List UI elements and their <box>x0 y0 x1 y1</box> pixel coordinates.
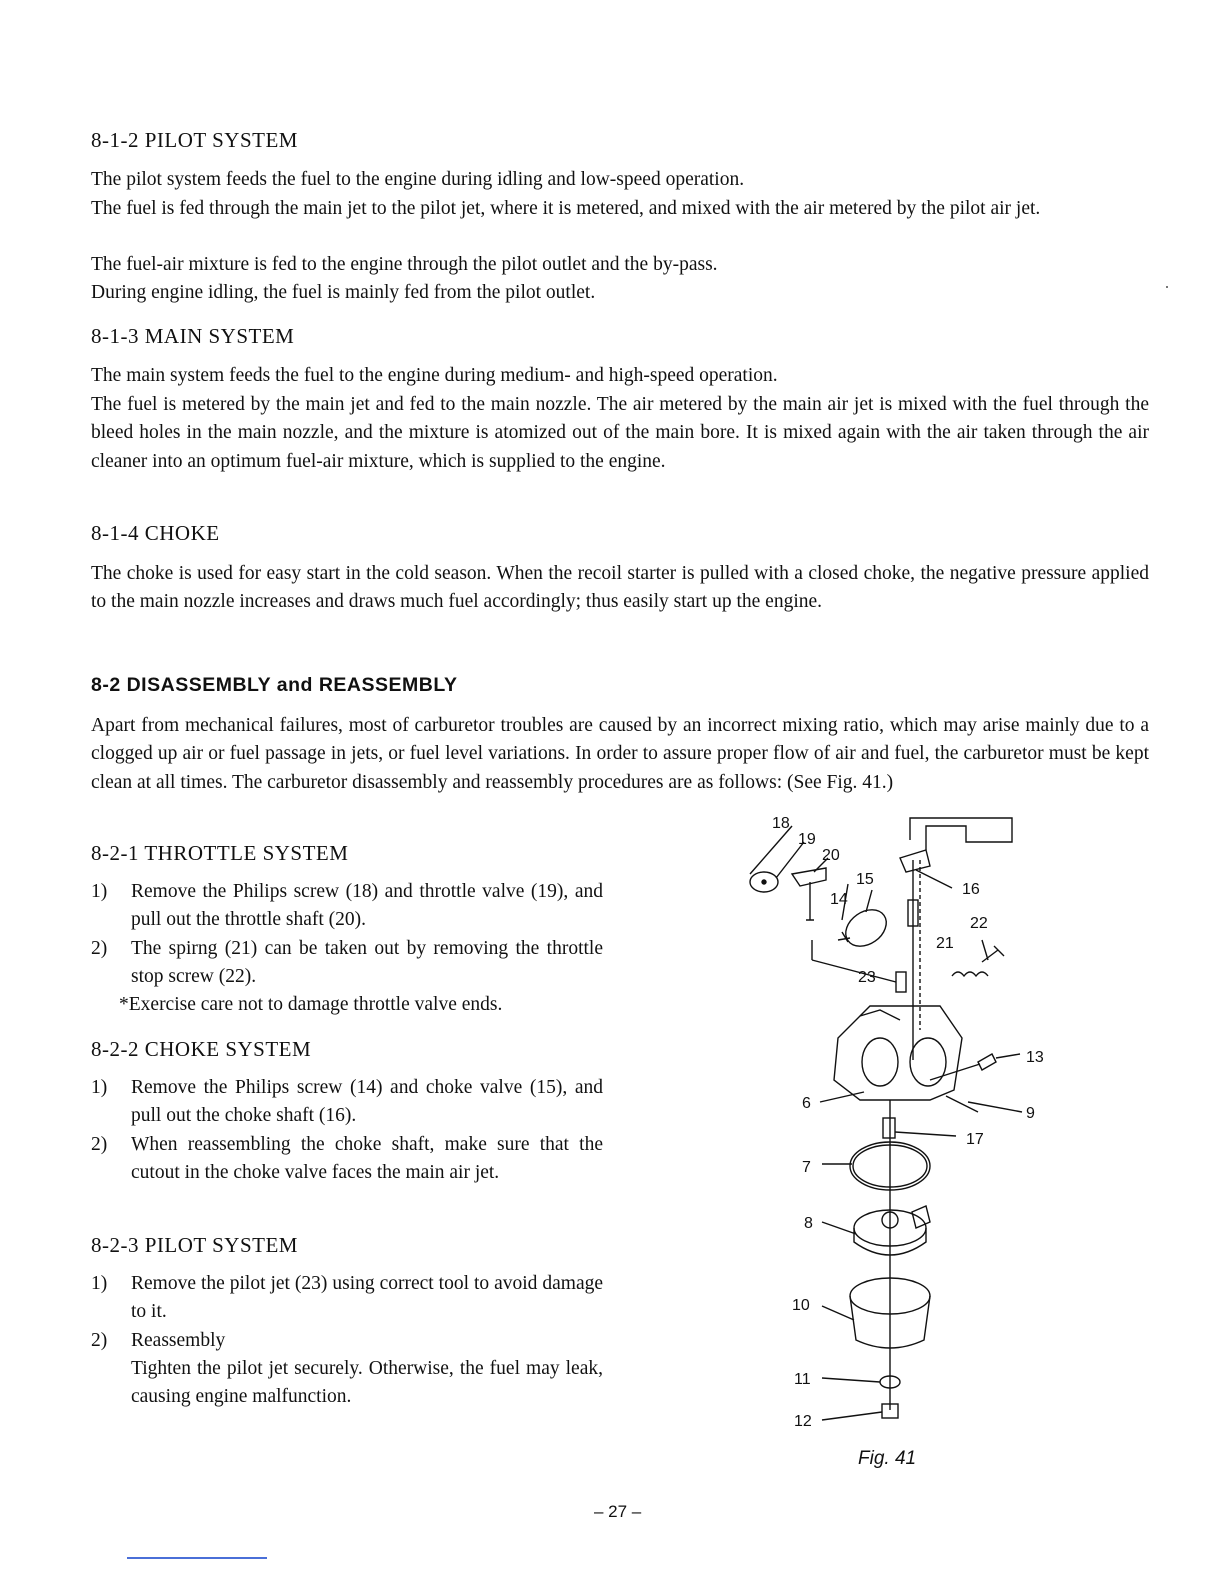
choke-p1: The choke is used for easy start in the cold season. When the recoil starter is pulled with a closed choke, the negative pressure applied to the main nozzle increases and draws much fuel accordingly; thus easily start up the engine. <box>91 563 1149 613</box>
choke-system-section <box>91 1037 603 1187</box>
heading-8-1-3: 8-1-3 MAIN SYSTEM <box>91 324 295 348</box>
page-number: – 27 – <box>594 1502 642 1521</box>
list-item: 2) Reassembly Tighten the pilot jet securely. Otherwise, the fuel may leak, causing engine malfunction. <box>91 1329 603 1408</box>
label-9: 9 <box>1026 1105 1035 1122</box>
label-10: 10 <box>792 1297 810 1314</box>
pilot-system-p3: The fuel-air mixture is fed to the engine through the pilot outlet and the by-pass. <box>91 254 718 275</box>
heading-8-2-1: 8-2-1 THROTTLE SYSTEM <box>91 841 349 865</box>
heading-8-1-2: 8-1-2 PILOT SYSTEM <box>91 128 298 152</box>
label-21: 21 <box>936 935 954 952</box>
heading-8-1-4: 8-1-4 CHOKE <box>91 521 220 545</box>
label-7: 7 <box>802 1159 811 1176</box>
label-12: 12 <box>794 1413 812 1430</box>
disassembly-p1: Apart from mechanical failures, most of carburetor troubles are caused by an incorrect mixing ratio, which may arise mainly due to a clogged up air or fuel passage in jets, or fuel level variations. In order to assure proper flow of air and fuel, the carburetor must be kept clean at all times. The carburetor disassembly and reassembly procedures are as follows: (See Fig. 41.) <box>91 715 1149 793</box>
label-15: 15 <box>856 871 874 888</box>
throttle-lever-part <box>910 818 1012 850</box>
carburetor-exploded-diagram <box>730 800 1070 1490</box>
label-8: 8 <box>804 1215 813 1232</box>
choke-steps <box>91 1074 603 1187</box>
pilot-system-p2: The fuel is fed through the main jet to the pilot jet, where it is metered, and mixed with the air metered by the pilot air jet. <box>91 198 1041 219</box>
list-item: 1) Remove the pilot jet (23) using correct tool to avoid damage to it. <box>91 1273 603 1323</box>
pilot-steps <box>91 1270 603 1411</box>
throttle-note: *Exercise care not to damage throttle valve ends. <box>119 994 503 1016</box>
heading-8-2: 8-2 DISASSEMBLY and REASSEMBLY <box>91 674 458 696</box>
label-22: 22 <box>970 915 988 932</box>
throttle-steps <box>91 878 603 991</box>
label-11: 11 <box>794 1371 811 1388</box>
figure-caption: Fig. 41 <box>858 1448 917 1469</box>
pilot-system-section <box>91 1233 603 1411</box>
list-item: 2) When reassembling the choke shaft, make sure that the cutout in the choke valve faces the main air jet. <box>91 1133 603 1183</box>
heading-8-2-2: 8-2-2 CHOKE SYSTEM <box>91 1037 312 1061</box>
main-system-p2: The fuel is metered by the main jet and fed to the main nozzle. The air metered by the main air jet is mixed with the fuel through the bleed holes in the main nozzle, and the mixture is atomized out of the main bore. It is mixed again with the air taken through the air cleaner into an optimum fuel-air mixture, which is supplied to the engine. <box>91 394 1149 472</box>
label-23: 23 <box>858 969 876 986</box>
pilot-system-p4: During engine idling, the fuel is mainly fed from the pilot outlet. <box>91 282 596 303</box>
list-item: 1) Remove the Philips screw (14) and choke valve (15), and pull out the choke shaft (16). <box>91 1077 603 1127</box>
list-item: 1) Remove the Philips screw (18) and throttle valve (19), and pull out the throttle shaft (20). <box>91 881 603 931</box>
label-6: 6 <box>802 1095 811 1112</box>
main-system-p1: The main system feeds the fuel to the engine during medium- and high-speed operation. <box>91 365 778 386</box>
carburetor-body-part <box>834 1006 962 1100</box>
throttle-system-section <box>91 841 603 1019</box>
label-16: 16 <box>962 881 980 898</box>
label-18: 18 <box>772 815 790 832</box>
label-17: 17 <box>966 1131 984 1148</box>
label-19: 19 <box>798 831 816 848</box>
label-20: 20 <box>822 847 840 864</box>
pilot-system-p1: The pilot system feeds the fuel to the engine during idling and low-speed operation. <box>91 169 745 190</box>
speck <box>1166 286 1168 288</box>
list-item: 2) The spirng (21) can be taken out by removing the throttle stop screw (22). <box>91 937 603 987</box>
label-13: 13 <box>1026 1049 1044 1066</box>
heading-8-2-3: 8-2-3 PILOT SYSTEM <box>91 1233 298 1257</box>
label-14: 14 <box>830 891 848 908</box>
footer-rule <box>127 1557 267 1559</box>
